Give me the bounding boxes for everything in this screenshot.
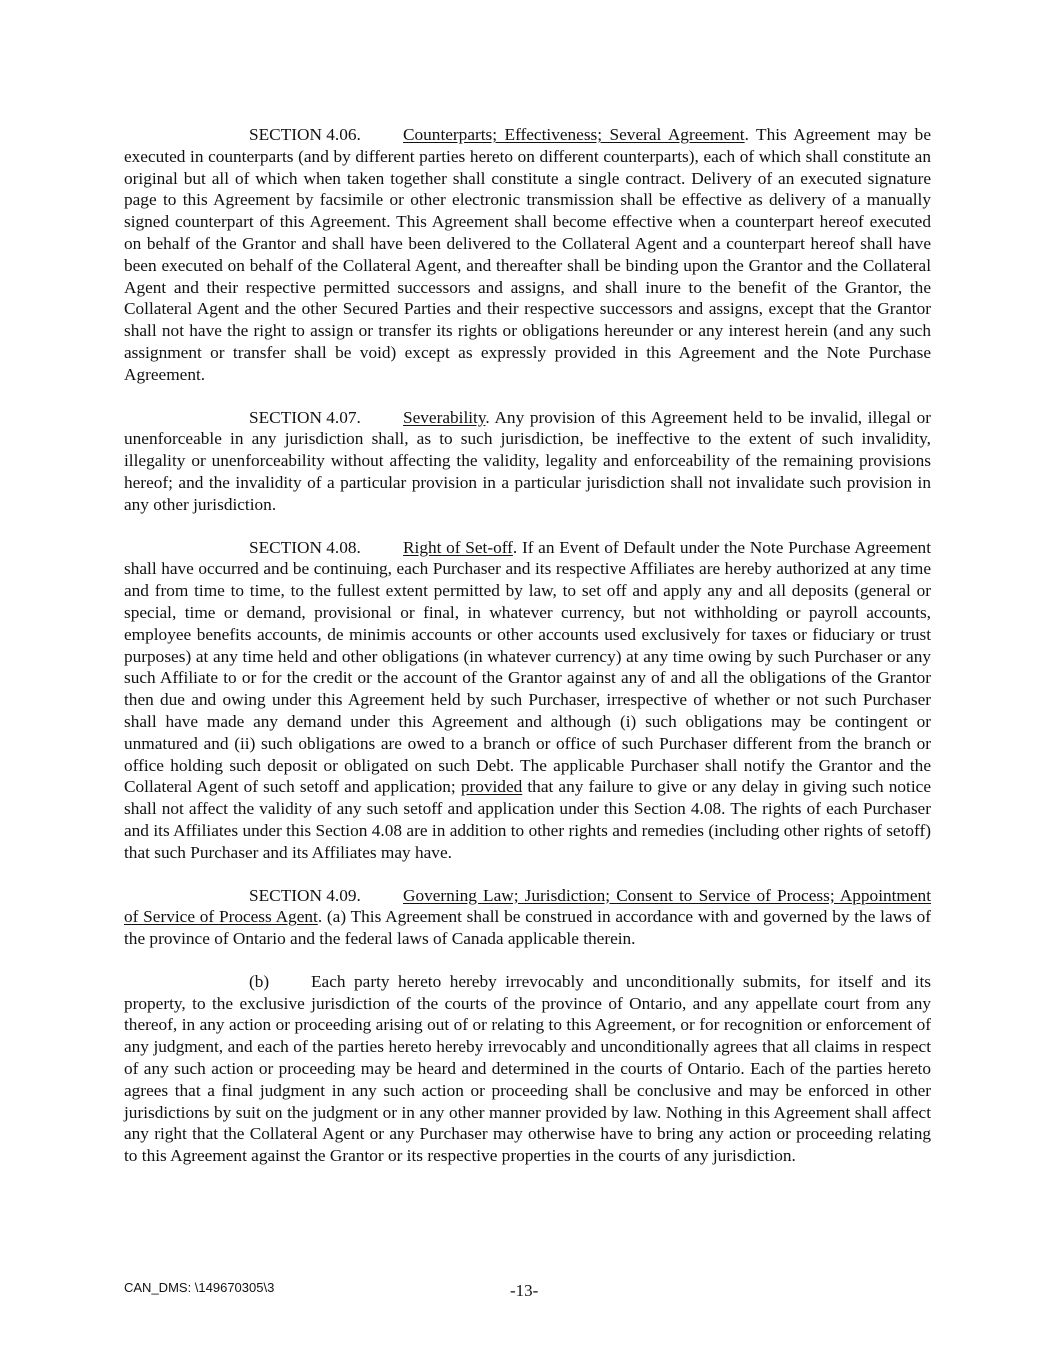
document-id: CAN_DMS: \149670305\3 (124, 1280, 275, 1295)
section-title: Right of Set-off (403, 537, 513, 557)
section-4-08 (124, 537, 931, 864)
section-body-continued: that any failure to give or any delay in giving such notice shall not affect the validity of any such setoff and application under this Section 4.08. The rights of each Purchaser and its Affiliates under this Section 4.08 are in addition to other rights and remedies (including other rights of setoff) that such Purchaser and its Affiliates may have. (124, 777, 932, 862)
document-body (124, 124, 931, 1188)
provided-term: provided (460, 777, 523, 797)
section-body: . (a) This Agreement shall be construed in accordance with and governed by the laws of the province of Ontario and the federal laws of Canada applicable therein. (124, 907, 932, 949)
section-label: SECTION 4.08. (249, 537, 361, 557)
section-label: SECTION 4.07. (249, 407, 361, 427)
section-title: Governing Law; Jurisdiction; Consent to Service of Process; Appointment of Service of Process Agent (124, 885, 931, 927)
section-label: SECTION 4.09. (249, 885, 361, 905)
section-label: SECTION 4.06. (249, 125, 361, 144)
subparagraph-body: Each party hereto hereby irrevocably and unconditionally submits, for itself and its property, to the exclusive jurisdiction of the courts of the province of Ontario, and any appellate court from any thereof, in any action or proceeding arising out of or relating to this Agreement, or for recognition or enforcement of any judgment, and each of the parties hereto hereby irrevocably and unconditionally agrees that all claims in respect of any such action or proceeding may be heard and determined in the courts of Ontario. Each of the parties hereto agrees that a final judgment in any such action or proceeding shall be conclusive and may be enforced in other jurisdictions by suit on the judgment or in any other manner provided by law. Nothing in this Agreement shall affect any right that the Collateral Agent or any Purchaser may otherwise have to bring any action or proceeding relating to this Agreement against the Grantor or its respective properties in the courts of any jurisdiction. (124, 971, 931, 1166)
section-title: Counterparts; Effectiveness; Several Agreement (403, 125, 745, 144)
section-4-09 (124, 885, 931, 950)
section-4-06 (124, 124, 931, 386)
section-body: . If an Event of Default under the Note Purchase Agreement shall have occurred and be continuing, each Purchaser and its respective Affiliates are hereby authorized at any time and from time to time, to the fullest extent permitted by law, to set off and apply any and all deposits (general or special, time or demand, provisional or final, in whatever currency, but not withholding or payroll accounts, employee benefits accounts, de minimis accounts or other accounts used exclusively for taxes or fiduciary or trust purposes) at any time held and other obligations (in whatever currency) at any time owing by such Purchaser or any such Affiliate to or for the credit or the account of the Grantor against any of and all the obligations of the Grantor then due and owing under this Agreement held by such Purchaser, irrespective of whether or not such Purchaser shall have made any demand under this Agreement and although (i) such obligations may be contingent or unmatured and (ii) such obligations are owed to a branch or office of such Purchaser different from the branch or office holding such deposit or obligated on such Debt. The applicable Purchaser shall notify the Grantor and the Collateral Agent of such setoff and application; (124, 537, 931, 797)
subparagraph-b (124, 971, 931, 1167)
section-body: . Any provision of this Agreement held to be invalid, illegal or unenforceable in any jurisdiction shall, as to such jurisdiction, be ineffective to the extent of such invalidity, illegality or unenforceability without affecting the validity, legality and enforceability of the remaining provisions hereof; and the invalidity of a particular provision in a particular jurisdiction shall not invalidate such provision in any other jurisdiction. (124, 407, 931, 514)
page-number: -13- (510, 1281, 539, 1300)
section-title: Severability (403, 407, 486, 427)
section-body: . This Agreement may be executed in counterparts (and by different parties hereto on different counterparts), each of which shall constitute an original but all of which when taken together shall constitute a single contract. Delivery of an executed signature page to this Agreement by facsimile or other electronic transmission shall be effective as delivery of a manually signed counterpart of this Agreement. This Agreement shall become effective when a counterpart hereof executed on behalf of the Grantor and shall have been delivered to the Collateral Agent and a counterpart hereof shall have been executed on behalf of the Collateral Agent, and thereafter shall be binding upon the Grantor and the Collateral Agent and their respective permitted successors and assigns, and shall inure to the benefit of the Grantor, the Collateral Agent and the other Secured Parties and their respective successors and assigns, except that the Grantor shall not have the right to assign or transfer its rights or obligations hereunder or any interest herein (and any such assignment or transfer shall be void) except as expressly provided in this Agreement and the Note Purchase Agreement. (124, 125, 931, 384)
subparagraph-label: (b) (249, 971, 270, 991)
section-4-07 (124, 407, 931, 516)
